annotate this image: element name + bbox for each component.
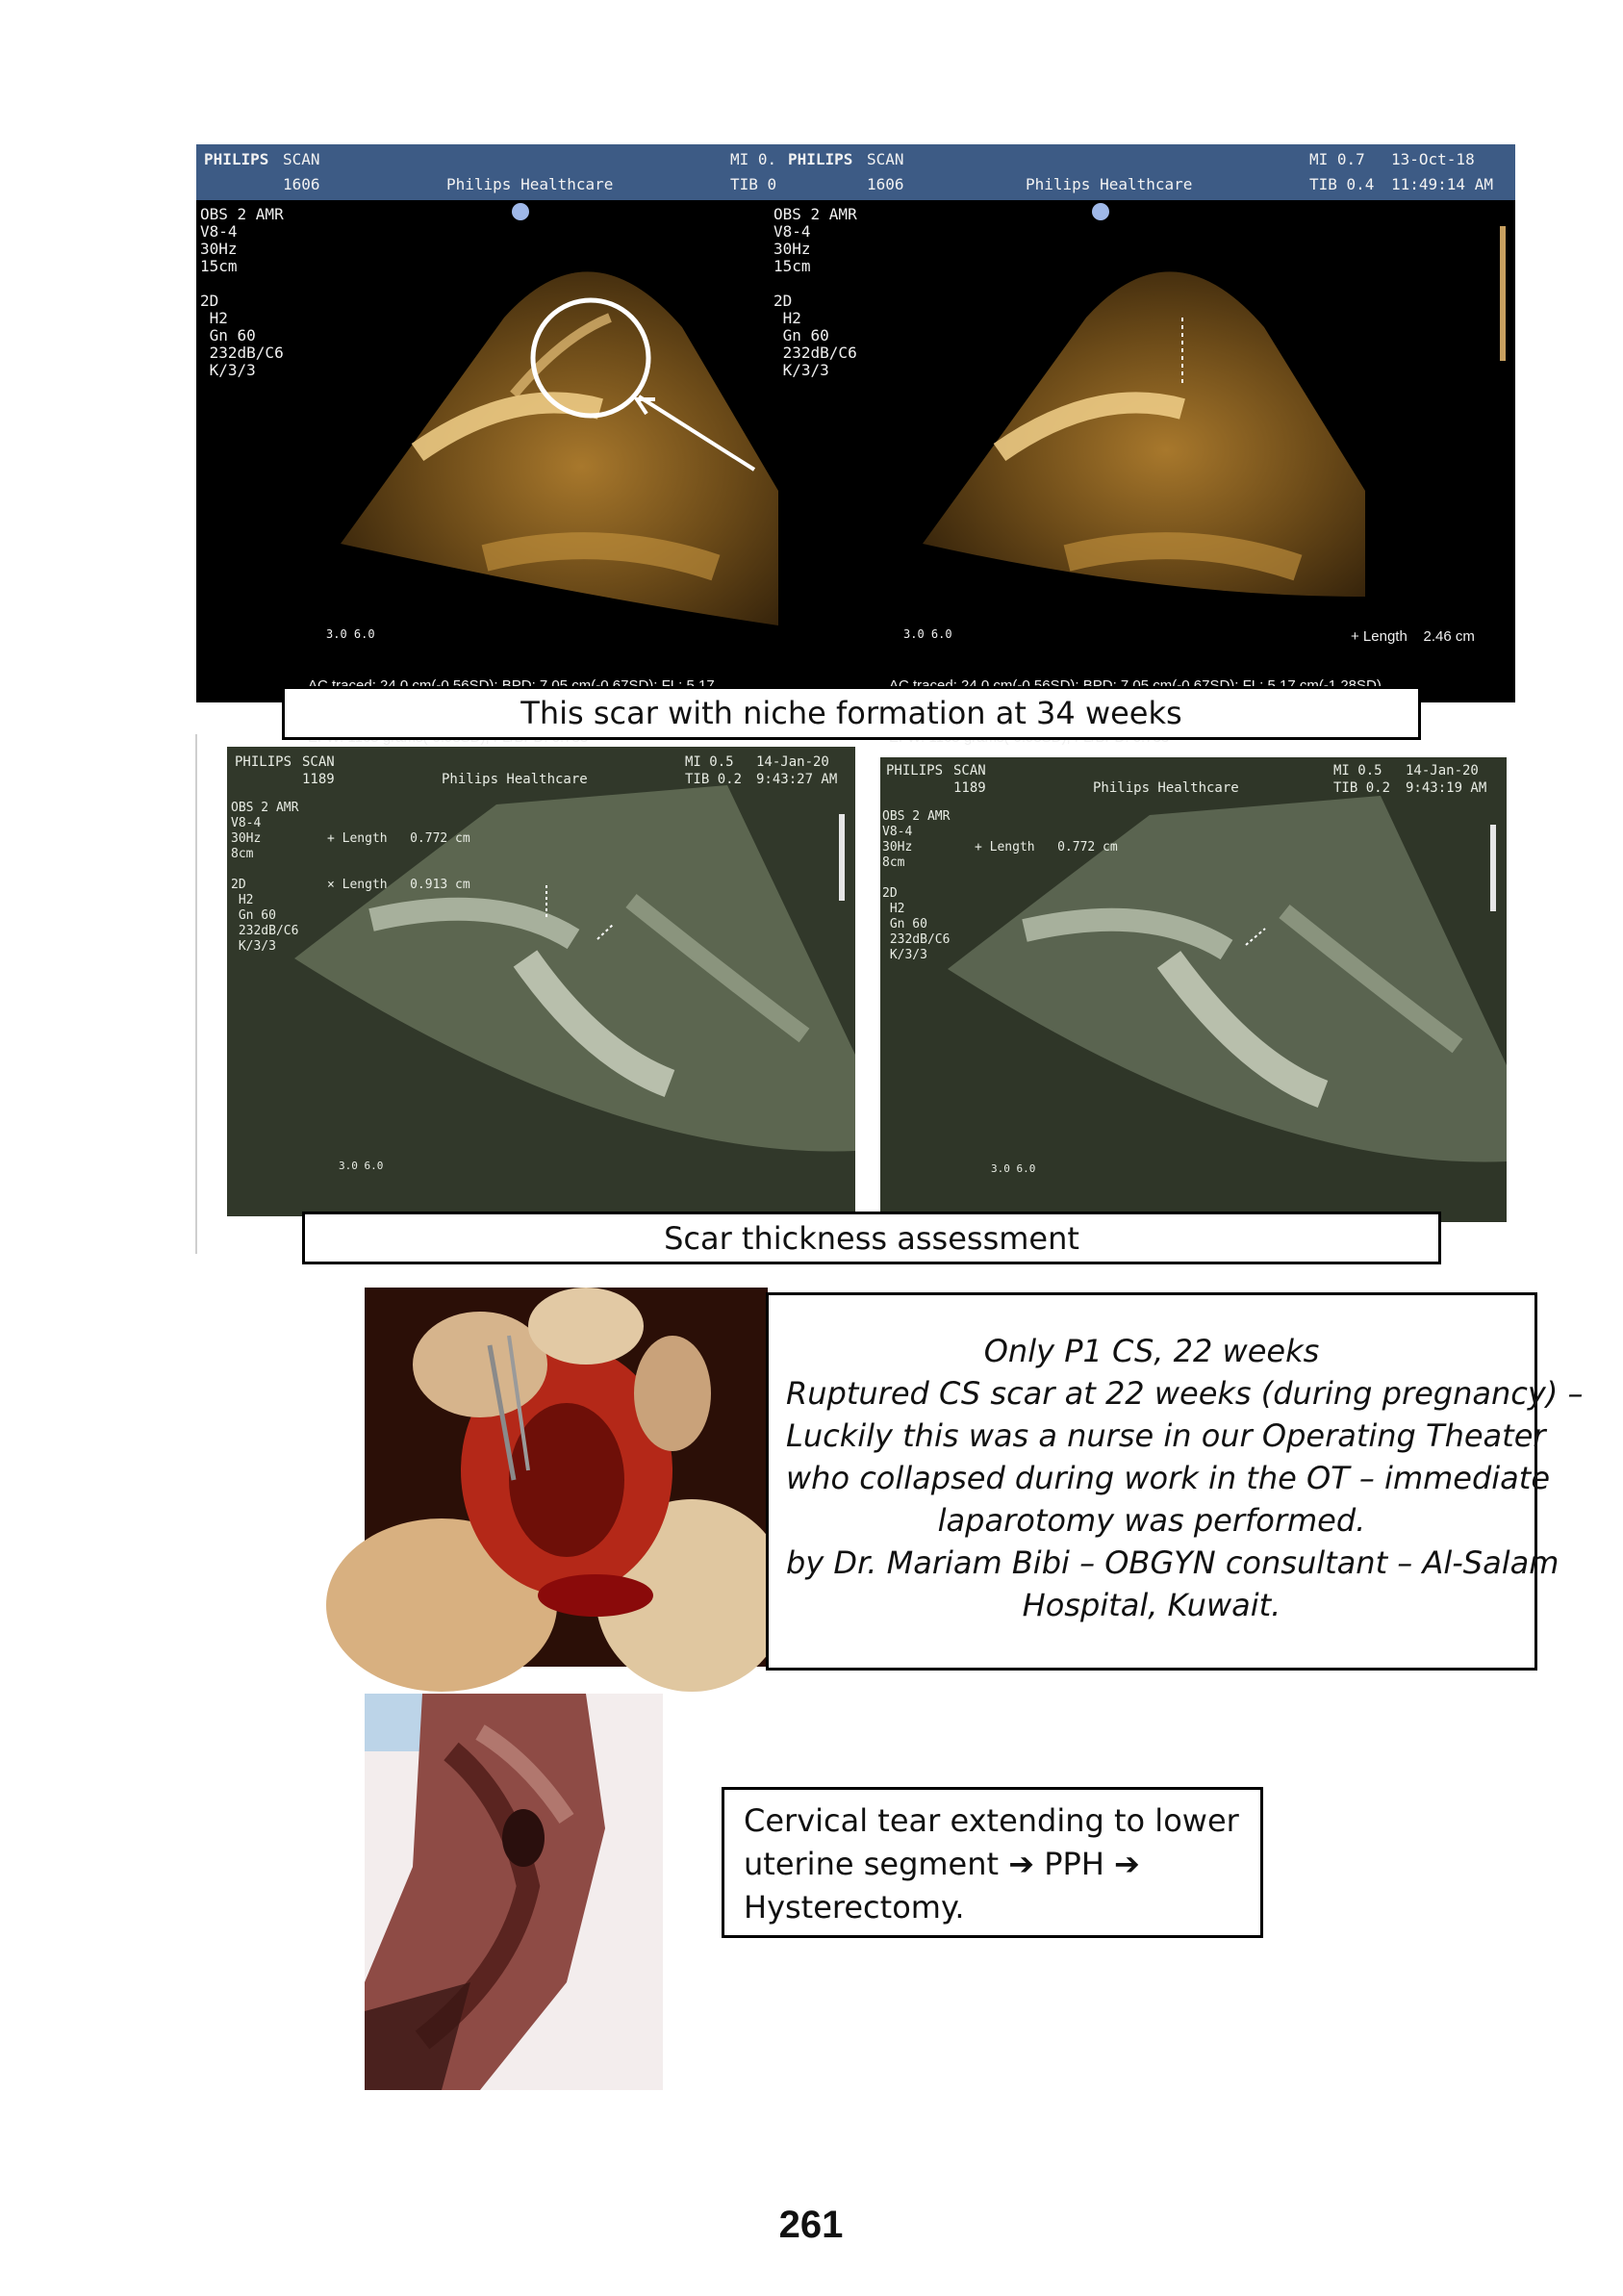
case-text-line: by Dr. Mariam Bibi – OBGYN consultant – Al-Salam	[786, 1544, 1560, 1581]
setting-line: H2	[231, 893, 254, 907]
setting-line: 30Hz	[231, 831, 262, 846]
scan-settings-list	[773, 206, 857, 379]
surgery-photo-ruptured-scar	[365, 1288, 768, 1667]
probe-label: 3.0 6.0	[339, 1160, 384, 1172]
specimen-photo-graphic	[365, 1694, 663, 2090]
case-text-line: Ruptured CS scar at 22 weeks (during pregnancy) –	[786, 1375, 1584, 1412]
setting-line: 2D	[200, 292, 219, 310]
case-text-line: uterine segment ➔ PPH ➔	[744, 1846, 1140, 1882]
scan-label: SCAN	[302, 754, 335, 770]
tib-value: TIB 0.2	[1333, 780, 1391, 796]
measurement-readout	[327, 801, 470, 924]
setting-line: 8cm	[882, 855, 905, 870]
scan-label: SCAN	[953, 763, 986, 778]
setting-line: 30Hz	[200, 240, 238, 258]
setting-line	[882, 871, 950, 886]
setting-line: OBS 2 AMR	[200, 205, 284, 223]
brand-label: PHILIPS	[235, 754, 292, 770]
setting-line: 15cm	[773, 257, 811, 275]
tib-value: TIB 0.2	[685, 772, 743, 787]
scan-date: 14-Jan-20	[1406, 763, 1479, 778]
ultrasound-header	[235, 754, 850, 793]
setting-line: V8-4	[231, 816, 262, 830]
brand-label: PHILIPS	[788, 150, 853, 168]
mi-value: MI 0.	[730, 150, 777, 168]
probe-label: 3.0 6.0	[991, 1162, 1036, 1175]
setting-line: Gn 60	[773, 326, 829, 344]
scan-number: 1189	[302, 772, 335, 787]
brand-label: PHILIPS	[204, 150, 269, 168]
company-label: Philips Healthcare	[442, 772, 588, 787]
figure-caption: This scar with niche formation at 34 weeks	[282, 686, 1421, 740]
scan-settings-list	[231, 801, 298, 955]
setting-line: Gn 60	[231, 908, 276, 923]
setting-line: 232dB/C6	[231, 924, 299, 938]
company-label: Philips Healthcare	[1026, 175, 1193, 193]
specimen-photo-cervical-tear	[365, 1694, 663, 2090]
setting-line: K/3/3	[773, 361, 829, 379]
measurement-readout: + Length 2.46 cm	[1351, 628, 1475, 645]
setting-line: K/3/3	[231, 939, 276, 954]
scan-time: 9:43:19 AM	[1406, 780, 1487, 796]
setting-line: 232dB/C6	[200, 344, 284, 362]
setting-line: V8-4	[882, 825, 913, 839]
probe-label: 3.0 6.0	[903, 627, 952, 641]
company-label: Philips Healthcare	[446, 175, 614, 193]
scan-label: SCAN	[867, 150, 904, 168]
case-text-line: Luckily this was a nurse in our Operating Theater	[786, 1417, 1546, 1454]
setting-line: OBS 2 AMR	[231, 801, 299, 815]
setting-line: H2	[200, 309, 228, 327]
mi-value: MI 0.5	[685, 754, 734, 770]
scan-number: 1189	[953, 780, 986, 796]
measurement-line: + Length 0.772 cm	[327, 831, 470, 846]
setting-line: Gn 60	[882, 917, 927, 931]
scan-settings-list	[200, 206, 284, 379]
brand-label: PHILIPS	[886, 763, 944, 778]
case-text-line: who collapsed during work in the OT – immediate	[786, 1460, 1551, 1496]
setting-line	[200, 275, 284, 293]
ultrasound-photo-right	[880, 757, 1507, 1222]
setting-line: OBS 2 AMR	[882, 809, 951, 824]
scan-time: 9:43:27 AM	[756, 772, 838, 787]
measurement-line: + Length 0.772 cm	[975, 840, 1118, 855]
ultrasound-figure-1	[196, 144, 1515, 702]
case-description-box	[722, 1787, 1263, 1938]
setting-line: H2	[773, 309, 801, 327]
setting-line	[231, 862, 298, 878]
setting-line: H2	[882, 902, 905, 916]
scan-date: 14-Jan-20	[756, 754, 829, 770]
case-description-box	[766, 1292, 1584, 1671]
company-label: Philips Healthcare	[1093, 780, 1239, 796]
setting-line	[773, 275, 857, 293]
setting-line: 2D	[773, 292, 793, 310]
ultrasound-header	[886, 763, 1502, 802]
scan-number: 1606	[867, 175, 904, 193]
setting-line: K/3/3	[882, 948, 927, 962]
tib-value: TIB 0.4	[1309, 175, 1375, 193]
scan-settings-list	[882, 809, 950, 963]
ultrasound-sector-image	[227, 747, 855, 1216]
measurement-readout	[975, 809, 1118, 886]
case-text-line: Only P1 CS, 22 weeks	[983, 1333, 1320, 1369]
setting-line: 2D	[231, 878, 246, 892]
surgery-photo-graphic	[365, 1288, 768, 1667]
setting-line: 232dB/C6	[773, 344, 857, 362]
scan-label: SCAN	[283, 150, 320, 168]
page-number: 261	[778, 2204, 844, 2246]
probe-label: 3.0 6.0	[326, 627, 375, 641]
measurement-line: × Length 0.913 cm	[327, 878, 470, 892]
scan-date: 13-Oct-18	[1391, 150, 1475, 168]
setting-line: 232dB/C6	[882, 932, 951, 947]
setting-line: 15cm	[200, 257, 238, 275]
setting-line: K/3/3	[200, 361, 256, 379]
setting-line: OBS 2 AMR	[773, 205, 857, 223]
setting-line: 2D	[882, 886, 898, 901]
case-text-line: Cervical tear extending to lower	[744, 1802, 1239, 1839]
mi-value: MI 0.5	[1333, 763, 1382, 778]
tib-value: TIB 0	[730, 175, 777, 193]
ultrasound-header-bar	[196, 144, 1515, 200]
setting-line: 8cm	[231, 847, 254, 861]
case-text-line: Hospital, Kuwait.	[1022, 1587, 1281, 1623]
mi-value: MI 0.7	[1309, 150, 1365, 168]
figure-caption: Scar thickness assessment	[302, 1212, 1441, 1264]
vertical-divider	[195, 734, 197, 1254]
case-text-line: Hysterectomy.	[744, 1889, 965, 1926]
scan-time: 11:49:14 AM	[1391, 175, 1493, 193]
case-text-line: laparotomy was performed.	[937, 1502, 1366, 1539]
setting-line: 30Hz	[773, 240, 811, 258]
scan-number: 1606	[283, 175, 320, 193]
ultrasound-photo-left	[227, 747, 855, 1216]
setting-line: V8-4	[773, 222, 811, 241]
setting-line: V8-4	[200, 222, 238, 241]
setting-line: 30Hz	[882, 840, 913, 855]
setting-line: Gn 60	[200, 326, 256, 344]
